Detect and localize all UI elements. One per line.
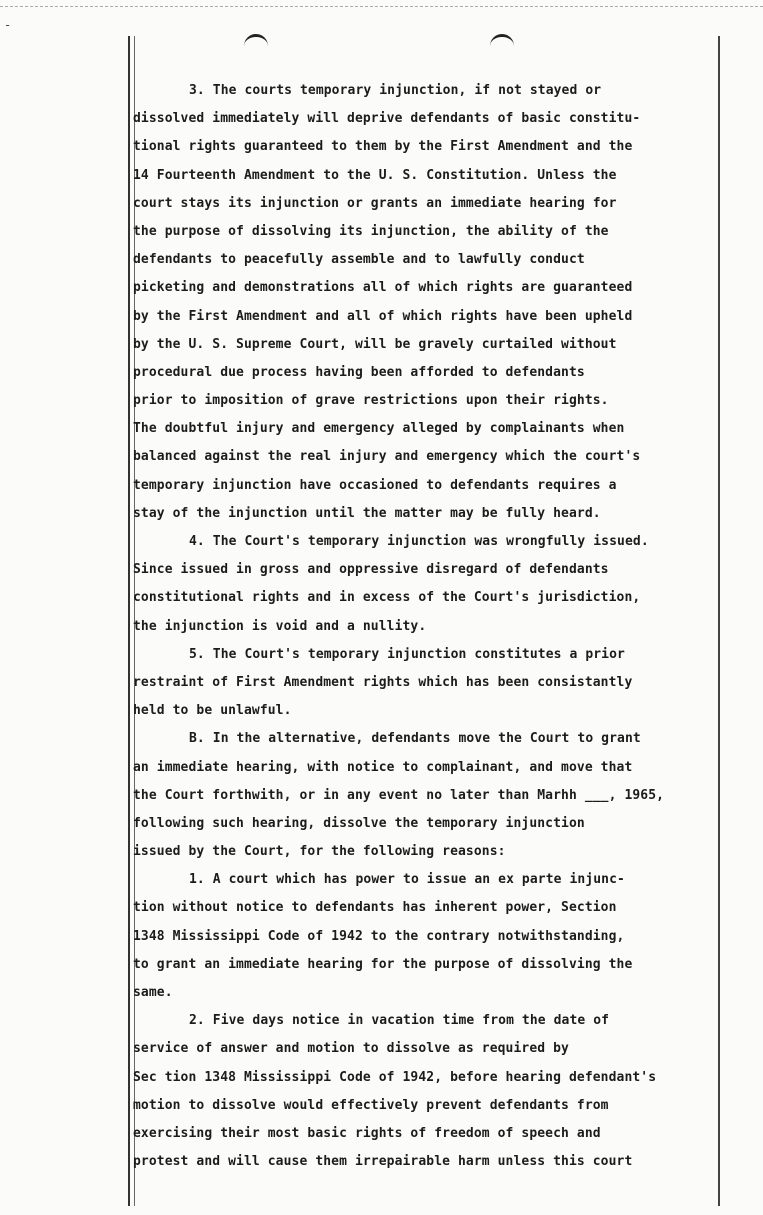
text-line: motion to dissolve would effectively prevent defendants from bbox=[133, 1097, 609, 1113]
text-line: The doubtful injury and emergency alleged by complainants when bbox=[133, 421, 625, 437]
text-line: issued by the Court, for the following reasons: bbox=[133, 844, 506, 860]
text-line: tional rights guaranteed to them by the First Amendment and the bbox=[133, 139, 633, 155]
text-line: constitutional rights and in excess of the Court's jurisdiction, bbox=[133, 590, 641, 606]
text-line: tion without notice to defendants has inherent power, Section bbox=[133, 900, 617, 916]
text-line: 1. A court which has power to issue an ex parte injunc- bbox=[189, 872, 625, 888]
top-dashed-border bbox=[0, 6, 763, 7]
text-line: dissolved immediately will deprive defendants of basic constitu- bbox=[133, 111, 641, 127]
text-line: 5. The Court's temporary injunction constitutes a prior bbox=[189, 646, 625, 662]
text-line: 1348 Mississippi Code of 1942 to the contrary notwithstanding, bbox=[133, 928, 625, 944]
text-line: 4. The Court's temporary injunction was wrongfully issued. bbox=[189, 534, 649, 549]
text-line: Sec tion 1348 Mississippi Code of 1942, before hearing defendant's bbox=[133, 1069, 657, 1085]
text-line: by the First Amendment and all of which rights have been upheld bbox=[133, 308, 633, 324]
text-line: restraint of First Amendment rights which has been consistantly bbox=[133, 674, 633, 690]
text-line: Since issued in gross and oppressive disregard of defendants bbox=[133, 562, 609, 578]
text-line: the Court forthwith, or in any event no later than Marhh ___, 1965, bbox=[133, 787, 665, 803]
text-line: temporary injunction have occasioned to defendants requires a bbox=[133, 477, 617, 493]
text-line: by the U. S. Supreme Court, will be gravely curtailed without bbox=[133, 336, 617, 352]
text-line: the purpose of dissolving its injunction, the ability of the bbox=[133, 223, 609, 239]
text-line: stay of the injunction until the matter may be fully heard. bbox=[133, 505, 601, 521]
text-line: exercising their most basic rights of freedom of speech and bbox=[133, 1125, 601, 1141]
text-line: defendants to peacefully assemble and to lawfully conduct bbox=[133, 252, 585, 268]
text-line: following such hearing, dissolve the temporary injunction bbox=[133, 815, 585, 831]
text-line: prior to imposition of grave restrictions upon their rights. bbox=[133, 393, 609, 409]
binder-hole-left bbox=[244, 34, 268, 47]
text-line: picketing and demonstrations all of which rights are guaranteed bbox=[133, 280, 633, 296]
text-line: held to be unlawful. bbox=[133, 703, 292, 719]
text-line: the injunction is void and a nullity. bbox=[133, 618, 427, 634]
binder-hole-right bbox=[490, 34, 514, 47]
text-line: balanced against the real injury and emergency which the court's bbox=[133, 449, 641, 465]
right-margin-rule bbox=[718, 36, 720, 1206]
text-line: court stays its injunction or grants an immediate hearing for bbox=[133, 195, 617, 211]
document-body-text bbox=[133, 77, 713, 1176]
text-line: 14 Fourteenth Amendment to the U. S. Constitution. Unless the bbox=[133, 167, 617, 183]
text-line: service of answer and motion to dissolve as required by bbox=[133, 1041, 569, 1057]
text-line: 2. Five days notice in vacation time from the date of bbox=[189, 1013, 610, 1029]
text-line: to grant an immediate hearing for the purpose of dissolving the bbox=[133, 956, 633, 972]
text-line: protest and will cause them irrepairable harm unless this court bbox=[133, 1154, 633, 1170]
corner-mark: - bbox=[4, 18, 12, 32]
text-line: procedural due process having been afforded to defendants bbox=[133, 364, 585, 380]
text-line: an immediate hearing, with notice to complainant, and move that bbox=[133, 759, 633, 775]
text-line: 3. The courts temporary injunction, if not stayed or bbox=[189, 83, 602, 98]
text-line: same. bbox=[133, 985, 173, 1000]
text-line: B. In the alternative, defendants move the Court to grant bbox=[189, 731, 641, 747]
